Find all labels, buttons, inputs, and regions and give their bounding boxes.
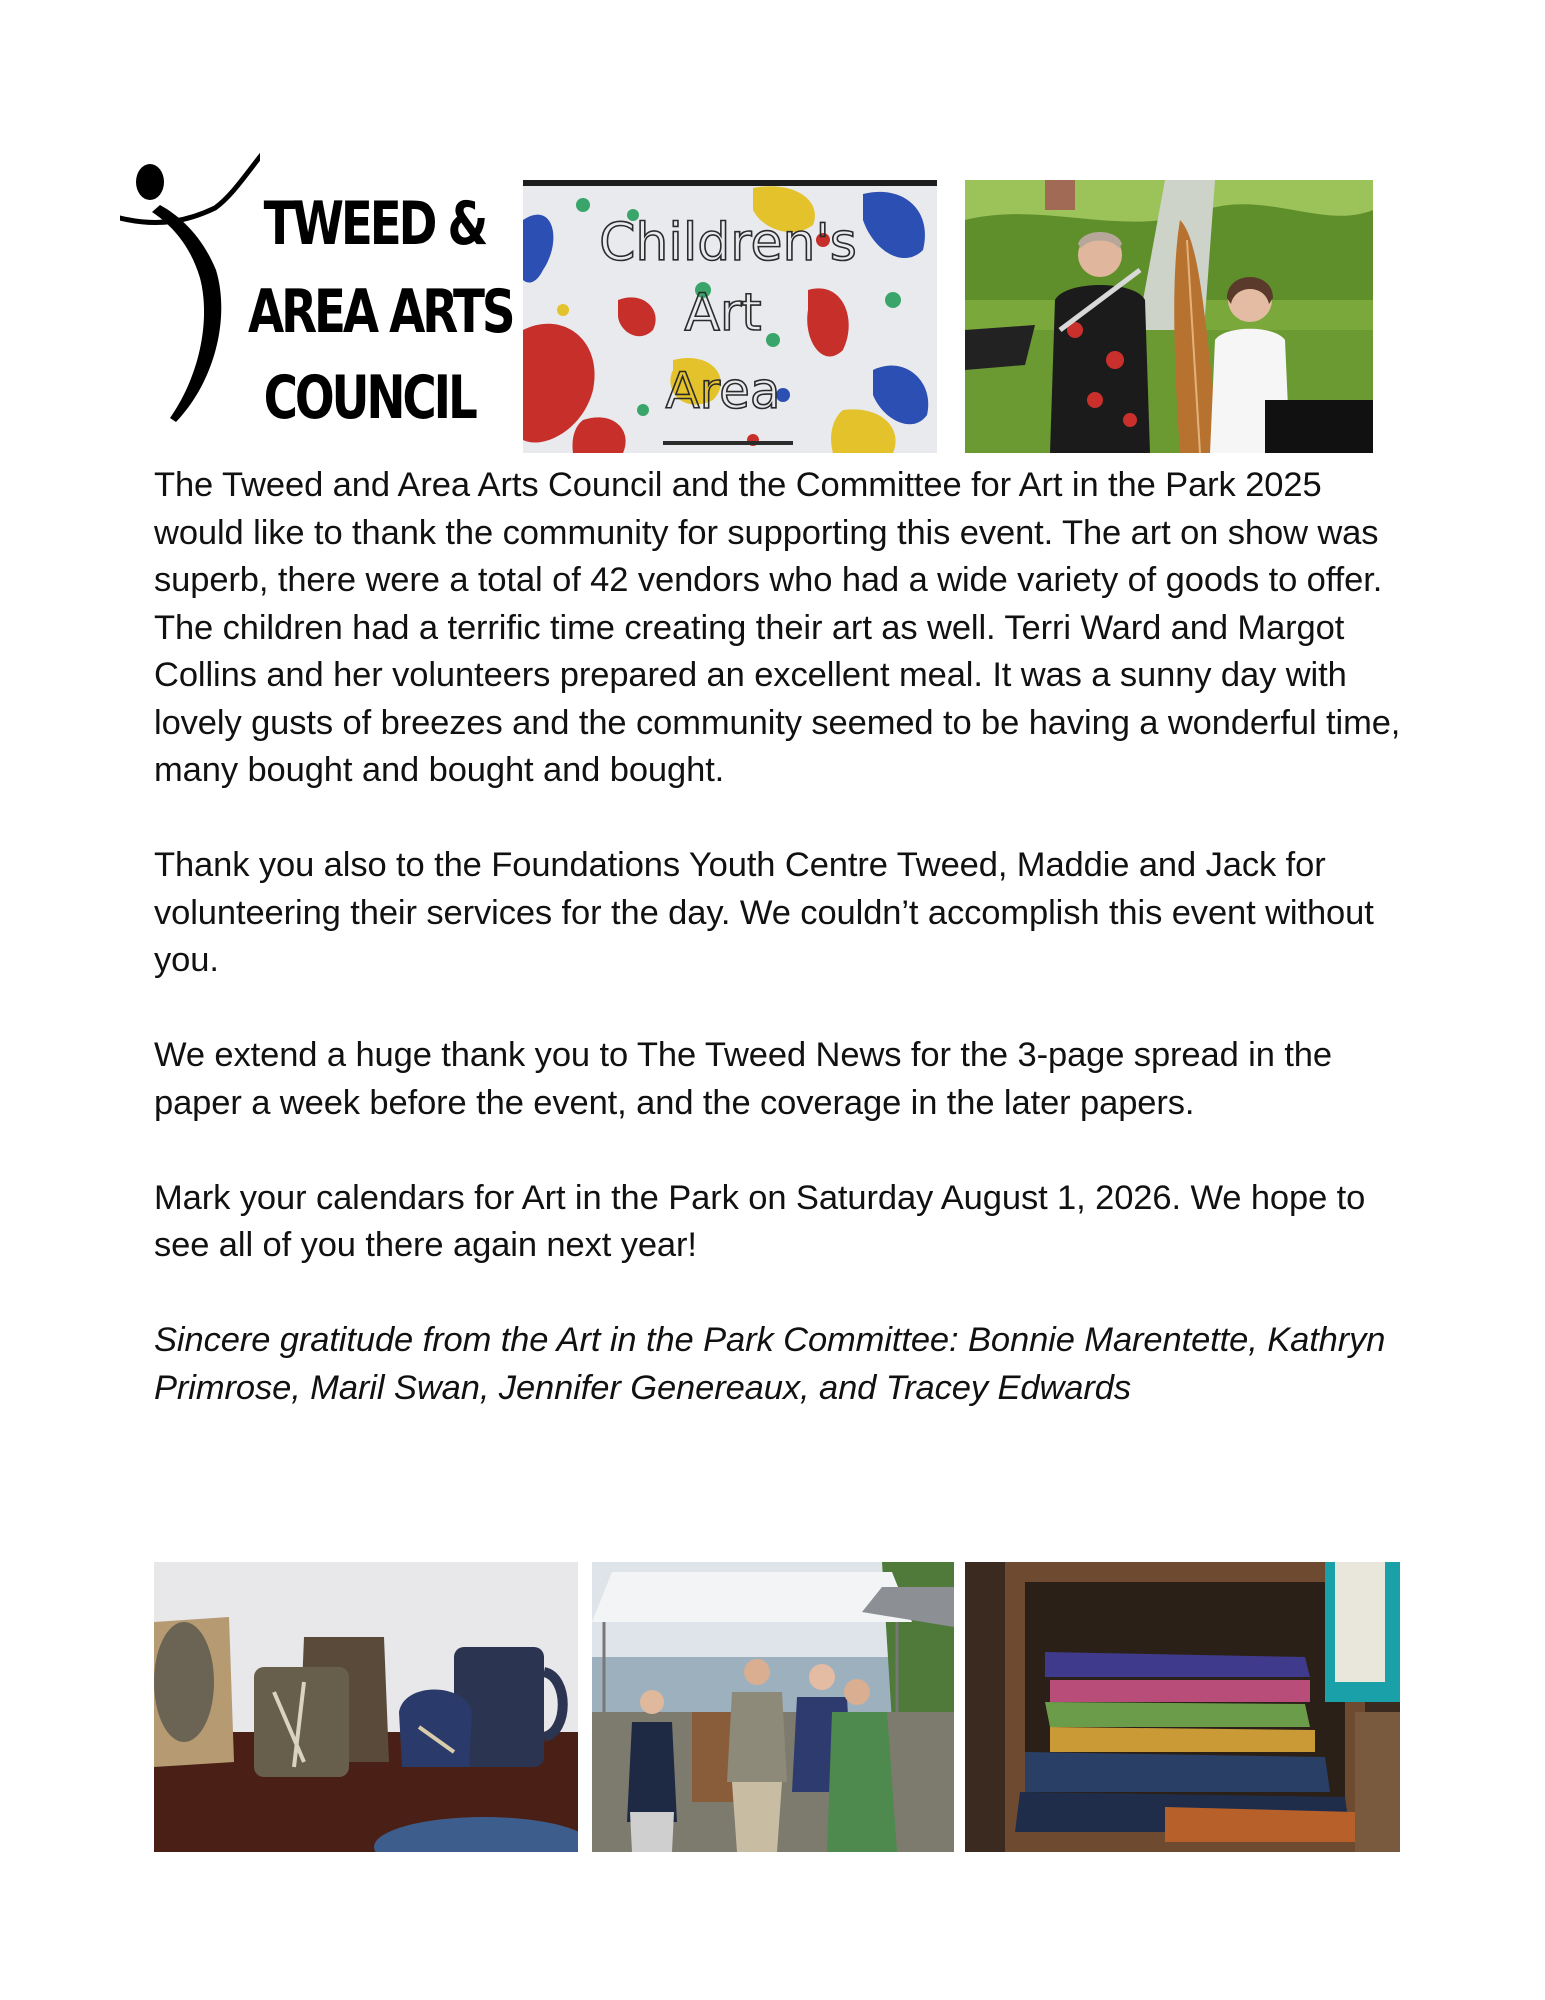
market-tents-photo bbox=[592, 1562, 954, 1852]
paragraph-thanks: The Tweed and Area Arts Council and the Committee for Art in the Park 2025 would like to thank the community for supporting this event. The art on show was superb, there were a total of 42 vendors who had a wide variety of goods to offer. The children had a terrific time creating their art as well. Terri Ward and Margot Collins and her volunteers prepared an excellent meal. It was a sunny day with lovely gusts of breezes and the community seemed to be having a wonderful time, many bought and bought and bought. bbox=[154, 466, 1401, 789]
dancer-figure-icon bbox=[120, 120, 260, 440]
woven-textiles-photo bbox=[965, 1562, 1400, 1852]
arts-council-logo bbox=[120, 120, 513, 440]
sign-line-2: Art bbox=[684, 283, 762, 343]
logo-line-2: AREA ARTS bbox=[248, 277, 513, 347]
pottery-mugs-photo bbox=[154, 1562, 578, 1852]
flute-and-harp-musicians-photo bbox=[965, 180, 1373, 453]
sign-line-3: Area bbox=[665, 362, 781, 420]
sign-line-1: Children's bbox=[599, 213, 857, 273]
paragraph-volunteers: Thank you also to the Foundations Youth Centre Tweed, Maddie and Jack for volunteering their services for the day. We couldn’t accomplish this event without you. bbox=[154, 846, 1374, 979]
logo-line-3: COUNCIL bbox=[263, 363, 475, 433]
paragraph-news: We extend a huge thank you to The Tweed News for the 3-page spread in the paper a week before the event, and the coverage in the later papers. bbox=[154, 1036, 1332, 1122]
letter-body bbox=[154, 462, 1404, 1412]
childrens-art-area-photo bbox=[523, 180, 937, 453]
logo-line-1: TWEED & bbox=[263, 189, 486, 259]
paragraph-gratitude: Sincere gratitude from the Art in the Park Committee: Bonnie Marentette, Kathryn Primrose, Maril Swan, Jennifer Genereaux, and Tracey Edwards bbox=[154, 1321, 1386, 1407]
paragraph-calendar: Mark your calendars for Art in the Park on Saturday August 1, 2026. We hope to see all of you there again next year! bbox=[154, 1178, 1366, 1264]
